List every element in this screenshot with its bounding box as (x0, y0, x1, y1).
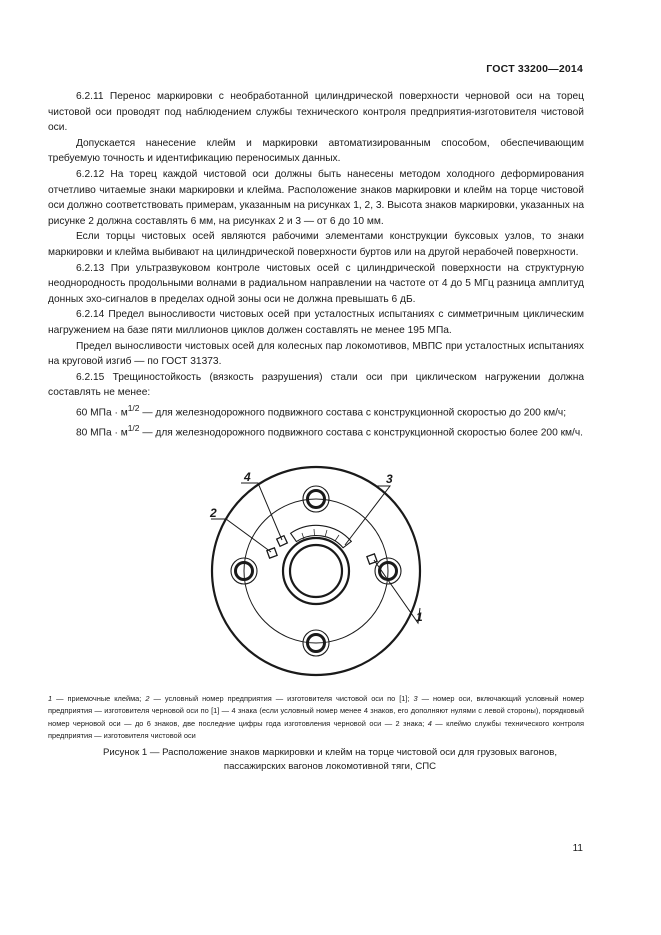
stamp-square-2 (267, 548, 277, 558)
paragraph: Предел выносливости чистовых осей для колесных пар локомотивов, МВПС при усталостных испытаниях на круговой изгиб — по ГОСТ 31373. (48, 340, 584, 368)
paragraph: Допускается нанесение клейм и маркировки автоматизированным способом, обеспечивающим требуемую точность и идентификацию переносимых данных. (48, 137, 584, 165)
paragraph: 6.2.13 При ультразвуковом контроле чистовых осей с цилиндрической поверхности на структурную неоднородность продольными волнами в радиальном направлении на частоте от 4 до 5 МГц разница амплитуд донных эхо-сигналов в пределах одной зоны оси не должна превышать 6 дБ. (48, 262, 584, 305)
toughness-line: 60 МПа · $м^{1/2}$ — для железнодорожного подвижного состава с конструкционной скоростью до 200 км/ч; (76, 402, 567, 419)
center-bore-outer (283, 538, 349, 604)
paragraph: Если торцы чистовых осей являются рабочими элементами конструкции буксовых узлов, то знаки маркировки и клейма выбивают на цилиндрической поверхности буртов или на другой нерабочей поверхности. (48, 231, 584, 258)
center-bore-inner (290, 545, 342, 597)
page-number: 11 (572, 843, 583, 854)
callout-1: 1 (416, 610, 423, 624)
paragraph: 6.2.14 Предел выносливости чистовых осей при усталостных испытаниях с симметричным циклическим нагружением на базе пяти миллионов циклов должен составлять не менее 195 МПа. (48, 309, 584, 336)
figure-caption (60, 746, 600, 773)
main-text (48, 89, 584, 441)
toughness-line: 80 МПа · $м^{1/2}$ — для железнодорожного подвижного состава с конструкционной скоростью более 200 км/ч. (76, 422, 584, 439)
leader-line-3 (345, 486, 390, 545)
outer-circle (212, 467, 420, 675)
callout-2: 2 (210, 506, 217, 520)
callout-3: 3 (386, 472, 393, 486)
paragraph: 6.2.15 Трещиностойкость (вязкость разрушения) стали оси при циклическом нагружении должна составлять не менее: (48, 371, 584, 399)
callout-4: 4 (244, 470, 251, 484)
caption-line: Рисунок 1 — Расположение знаков маркировки и клейм на торце чистовой оси для грузовых вагонов, (102, 747, 558, 758)
caption-line: пассажирских вагонов локомотивной тяги, СПС (223, 760, 437, 772)
figure-legend: 1 — приемочные клейма; 2 — условный номер предприятия — изготовителя чистовой оси по [1]; 3 — номер оси, включающий условный номер предприятия — изготовителя черновой оси по [1] — 4 знака (если условный номер менее 4 знаков, его дополняют нулями с левой стороны), порядковый номер черновой оси — до 6 знаков, две последние цифры года изготовления черновой оси — 2 знака; 4 — клеймо службы технического контроля предприятия — изготовителя чистовой оси (48, 694, 584, 740)
axle-end-drawing (180, 463, 470, 693)
paragraph: 6.2.11 Перенос маркировки с необработанной цилиндрической поверхности черновой оси на торец чистовой оси проводят под наблюдением службы технического контроля предприятия-изготовителя чистовой оси. (48, 91, 584, 134)
bolt-circle (244, 499, 388, 643)
paragraph: 6.2.12 На торец каждой чистовой оси должны быть нанесены методом холодного деформирования отчетливо читаемые знаки маркировки и клейма. Расположение знаков маркировки и клейм на торце чистовой оси должно соответствовать примерам, указанным на рисунках 1, 2, 3. Высота знаков маркировки, указанных на рисунке 2 должна составлять 6 мм, на рисунках 2 и 3 — от 6 до 10 мм. (48, 168, 584, 227)
document-number: ГОСТ 33200—2014 (486, 63, 583, 75)
stamp-square-4 (277, 536, 288, 547)
